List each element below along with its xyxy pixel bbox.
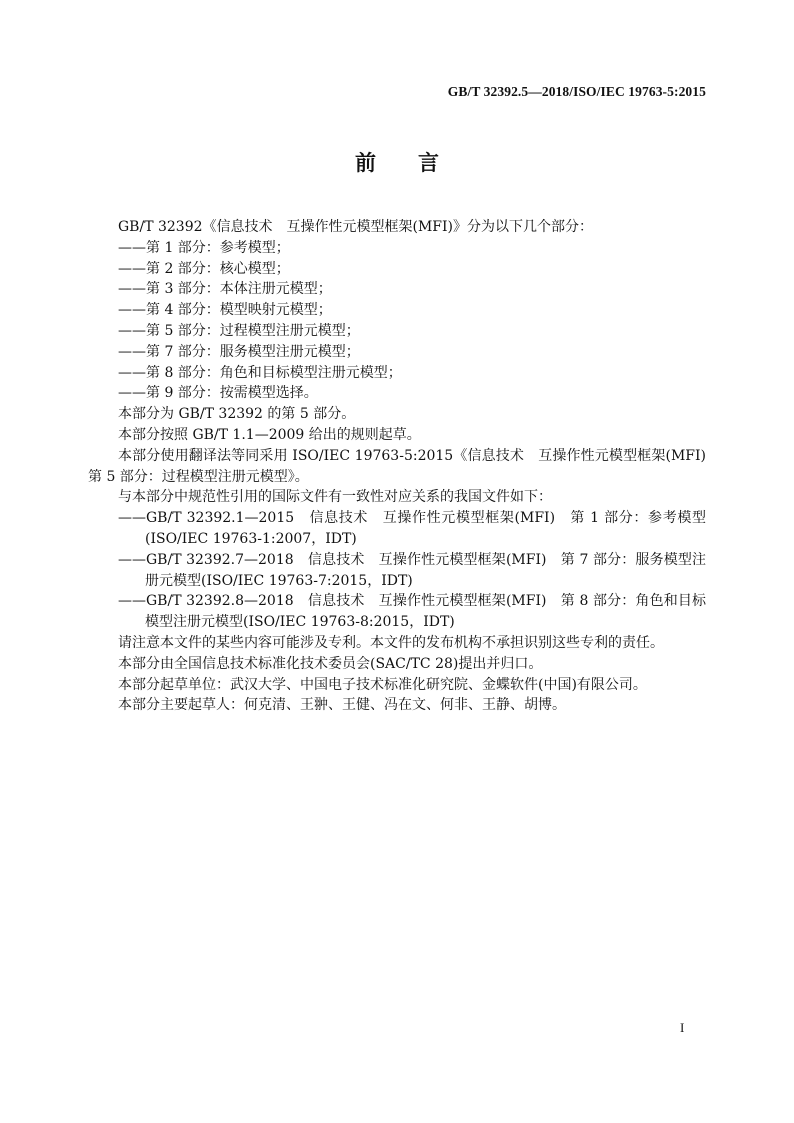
drafting-units-paragraph: 本部分起草单位：武汉大学、中国电子技术标准化研究院、金蝶软件(中国)有限公司。 [118,676,647,693]
adoption-paragraph: 本部分使用翻译法等同采用 ISO/IEC 19763-5:2015《信息技术 互操作性元模型框架(MFI) 第 5 部分：过程模型注册元模型》。 [88,447,720,485]
parts-list-item: ——第 4 部分：模型映射元模型； [118,302,332,319]
parts-list-item: ——第 8 部分：角色和目标模型注册元模型； [118,364,402,381]
correspondence-list-item: ——GB/T 32392.7—2018 信息技术 互操作性元模型框架(MFI) 第 7 部分：服务模型注册元模型(ISO/IEC 19763-7:2015，IDT) [118,551,706,589]
foreword-body [88,217,720,716]
parts-list-item: ——第 9 部分：按需模型选择。 [118,385,318,402]
correspondence-intro-paragraph: 与本部分中规范性引用的国际文件有一致性对应关系的我国文件如下： [118,489,552,506]
parts-list-item: ——第 5 部分：过程模型注册元模型； [118,322,360,339]
parts-list-item: ——第 3 部分：本体注册元模型； [118,281,332,298]
correspondence-list-item: ——GB/T 32392.8—2018 信息技术 互操作性元模型框架(MFI) 第 8 部分：角色和目标模型注册元模型(ISO/IEC 19763-8:2015，IDT) [118,593,706,631]
patent-notice-paragraph: 请注意本文件的某些内容可能涉及专利。本文件的发布机构不承担识别这些专利的责任。 [118,634,664,651]
series-intro-paragraph: GB/T 32392《信息技术 互操作性元模型框架(MFI)》分为以下几个部分： [118,219,594,235]
parts-list-item: ——第 2 部分：核心模型； [118,260,290,277]
page-title: 前 言 [355,151,439,175]
page-number: I [680,1020,685,1035]
parts-list [88,238,706,404]
drafting-rules-paragraph: 本部分按照 GB/T 1.1—2009 给出的规则起草。 [118,426,421,443]
standard-code-header: GB/T 32392.5—2018/ISO/IEC 19763-5:2015 [447,84,706,99]
proposer-paragraph: 本部分由全国信息技术标准化技术委员会(SAC/TC 28)提出并归口。 [118,655,543,672]
parts-list-item: ——第 7 部分：服务模型注册元模型； [118,343,360,360]
correspondence-list-item: ——GB/T 32392.1—2015 信息技术 互操作性元模型框架(MFI) 第 1 部分：参考模型(ISO/IEC 19763-1:2007，IDT) [118,510,706,547]
drafters-paragraph: 本部分主要起草人：何克清、王翀、王健、冯在文、何非、王静、胡博。 [118,697,566,714]
correspondence-list [88,508,706,633]
parts-list-item: ——第 1 部分：参考模型； [118,239,290,256]
part-statement-paragraph: 本部分为 GB/T 32392 的第 5 部分。 [118,406,356,423]
